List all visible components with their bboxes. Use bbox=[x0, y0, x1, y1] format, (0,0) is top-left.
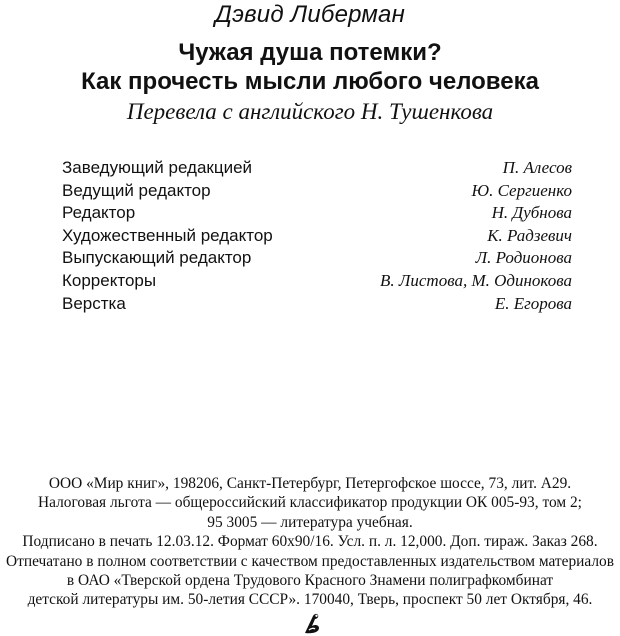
credit-role: Художественный редактор bbox=[62, 225, 273, 245]
imprint-line: в ОАО «Тверской ордена Трудового Красного Знамени полиграфкомбинат bbox=[66, 571, 554, 589]
credit-name: П. Алесов bbox=[502, 158, 572, 177]
translator-credit: Перевела с английского Н. Тушенкова bbox=[126, 99, 494, 124]
imprint-line: Отпечатано в полном соответствии с качеством предоставленных издательством материалов bbox=[6, 552, 614, 570]
credit-row bbox=[62, 293, 572, 316]
credit-row bbox=[62, 202, 572, 225]
imprint-line: 95 3005 — литература учебная. bbox=[207, 513, 413, 531]
imprint-block bbox=[0, 474, 620, 610]
credit-role: Заведующий редакцией bbox=[62, 158, 253, 177]
credit-role: Ведущий редактор bbox=[62, 180, 211, 200]
book-author: Дэвид Либерман bbox=[214, 1, 406, 28]
credit-name: Ю. Сергиенко bbox=[471, 180, 572, 200]
credit-name: Л. Родионова bbox=[475, 248, 572, 268]
credit-role: Выпускающий редактор bbox=[62, 248, 252, 268]
credit-role: Верстка bbox=[62, 293, 126, 313]
imprint-line: Налоговая льгота — общероссийский классификатор продукции ОК 005-93, том 2; bbox=[38, 494, 582, 512]
imprint-line: Подписано в печать 12.03.12. Формат 60х90/16. Усл. п. л. 12,000. Доп. тираж. Заказ 268. bbox=[22, 533, 598, 551]
credit-row bbox=[62, 225, 572, 248]
credit-role: Корректоры bbox=[62, 270, 157, 290]
imprint-line: детской литературы им. 50-летия СССР». 170040, Тверь, проспект 50 лет Октября, 46. bbox=[27, 591, 593, 609]
credit-row bbox=[62, 247, 572, 270]
credits-list bbox=[62, 157, 572, 315]
credit-name: Е. Егорова bbox=[494, 293, 572, 313]
book-title-line-1: Чужая душа потемки? bbox=[178, 39, 442, 66]
book-title-line-2: Как прочесть мысли любого человека bbox=[81, 68, 539, 95]
credit-name: К. Радзевич bbox=[487, 225, 572, 245]
publisher-logo-icon bbox=[301, 611, 323, 635]
credit-name: В. Листова, М. Одинокова bbox=[379, 270, 572, 290]
credit-row bbox=[62, 157, 572, 180]
imprint-line: ООО «Мир книг», 198206, Санкт-Петербург, Петергофское шоссе, 73, лит. А29. bbox=[48, 475, 572, 492]
credit-row bbox=[62, 180, 572, 203]
credit-role: Редактор bbox=[62, 203, 136, 223]
credit-name: Н. Дубнова bbox=[491, 203, 572, 223]
credit-row bbox=[62, 270, 572, 293]
